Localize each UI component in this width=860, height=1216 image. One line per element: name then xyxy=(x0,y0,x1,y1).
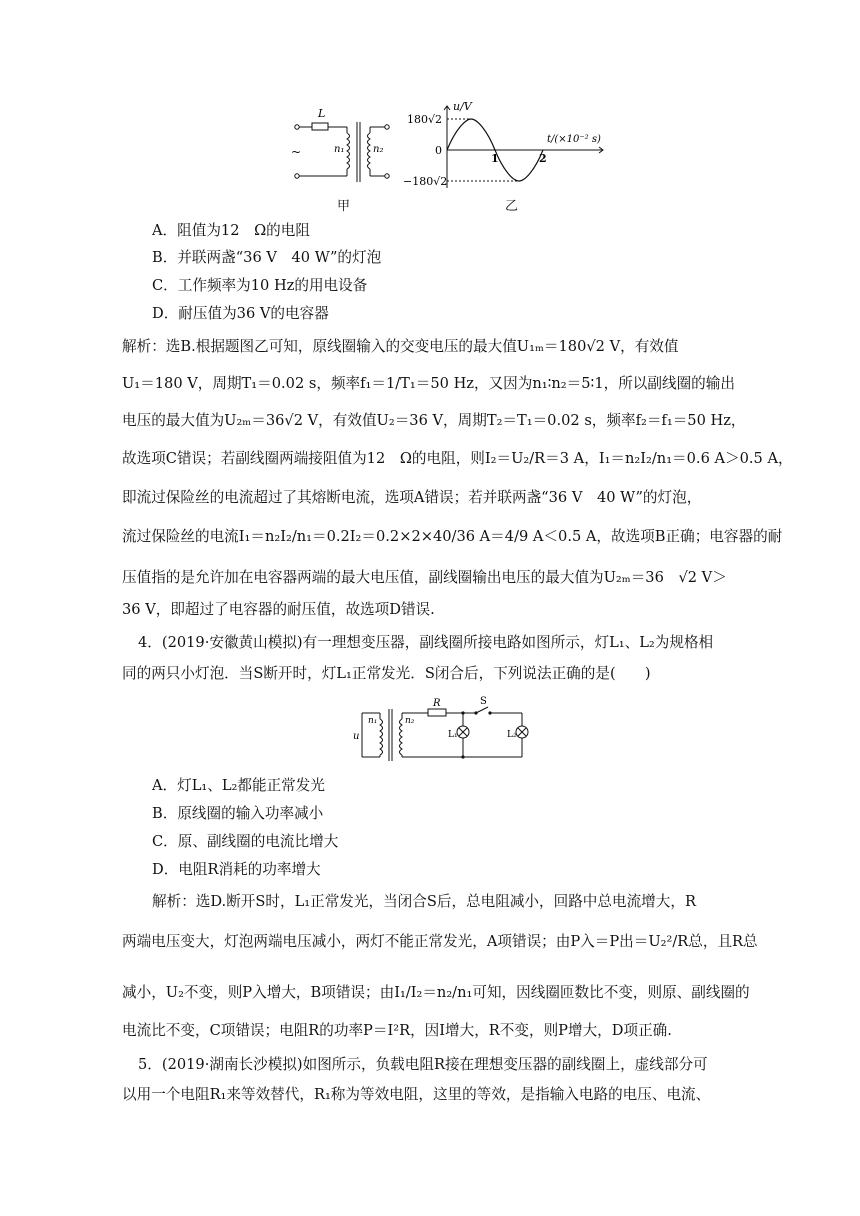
q4-option-b: B．原线圈的输入功率减小 xyxy=(152,805,324,822)
q3-analysis-line: 电压的最大值为U₂ₘ＝36√2 V，有效值U₂＝36 V，周期T₂＝T₁＝0.02 s，频率f₂＝f₁＝50 Hz， xyxy=(122,412,746,429)
figure-transformer-and-graph xyxy=(285,100,615,215)
label-ac-source: ~ xyxy=(291,145,302,159)
graph-t2: 2 xyxy=(539,152,547,165)
label-n1: n₁ xyxy=(334,144,345,155)
q4-analysis-line: 减小，U₂不变，则P入增大，B项错误；由I₁/I₂＝n₂/n₁可知，因线圈匝数比不变，则原、副线圈的 xyxy=(122,984,750,1001)
label-n1: n₁ xyxy=(368,716,378,726)
q4-stem-line: 同的两只小灯泡．当S断开时，灯L₁正常发光．S闭合后，下列说法正确的是( ) xyxy=(122,665,651,682)
graph-zero: 0 xyxy=(435,144,442,157)
q5-stem-line: 5．(2019·湖南长沙模拟)如图所示，负载电阻R接在理想变压器的副线圈上，虚线部分可 xyxy=(138,1056,708,1073)
graph-xlabel: t/(×10⁻² s) xyxy=(547,134,601,145)
sine-graph xyxy=(444,106,603,188)
graph-ymin: −180√2 xyxy=(403,175,448,188)
label-L: L xyxy=(318,107,326,120)
q3-analysis-line: U₁＝180 V，周期T₁＝0.02 s，频率f₁＝1/T₁＝50 Hz，又因为n₁∶n₂＝5∶1，所以副线圈的输出 xyxy=(122,375,735,392)
label-u: u xyxy=(353,731,360,742)
caption-yi: 乙 xyxy=(505,199,519,214)
q3-option-a: A．阻值为12 Ω的电阻 xyxy=(152,222,310,239)
q3-option-b: B．并联两盏“36 V 40 W”的灯泡 xyxy=(152,249,382,266)
q3-analysis-line: 压值指的是允许加在电容器两端的最大电压值，副线圈输出电压的最大值为U₂ₘ＝36 √2 V＞ xyxy=(122,569,727,586)
label-S: S xyxy=(480,696,487,707)
q3-analysis-line: 36 V，即超过了电容器的耐压值，故选项D错误. xyxy=(122,601,435,618)
q3-analysis-line: 解析：选B.根据题图乙可知，原线圈输入的交变电压的最大值U₁ₘ＝180√2 V，有效值 xyxy=(122,338,679,355)
graph-t1: 1 xyxy=(491,152,499,165)
label-n2: n₂ xyxy=(405,716,415,726)
q4-option-a: A．灯L₁、L₂都能正常发光 xyxy=(152,777,325,794)
q4-analysis-line: 电流比不变，C项错误；电阻R的功率P＝I²R，因I增大，R不变，则P增大，D项正确. xyxy=(122,1022,672,1039)
q3-option-d: D．耐压值为36 V的电容器 xyxy=(152,305,329,322)
q4-option-d: D．电阻R消耗的功率增大 xyxy=(152,861,321,878)
q4-option-c: C．原、副线圈的电流比增大 xyxy=(152,833,339,850)
q3-analysis-line: 故选项C错误；若副线圈两端接阻值为12 Ω的电阻，则I₂＝U₂/R＝3 A，I₁＝n₂I₂/n₁＝0.6 A＞0.5 A， xyxy=(122,450,793,467)
q3-analysis-line: 流过保险丝的电流I₁＝n₂I₂/n₁＝0.2I₂＝0.2×2×40/36 A＝4/9 A＜0.5 A，故选项B正确；电容器的耐 xyxy=(122,528,783,545)
q5-stem-line: 以用一个电阻R₁来等效替代，R₁称为等效电阻，这里的等效，是指输入电路的电压、电流、 xyxy=(122,1086,711,1103)
label-R: R xyxy=(433,698,441,709)
q4-analysis-line: 解析：选D.断开S时，L₁正常发光，当闭合S后，总电阻减小，回路中总电流增大，R xyxy=(152,893,696,910)
q4-analysis-line: 两端电压变大，灯泡两端电压减小，两灯不能正常发光，A项错误；由P入＝P出＝U₂²/R总，且R总 xyxy=(122,933,758,950)
label-n2: n₂ xyxy=(373,144,384,155)
q3-analysis-line: 即流过保险丝的电流超过了其熔断电流，选项A错误；若并联两盏“36 V 40 W”的灯泡， xyxy=(122,489,702,506)
figure-circuit-lamps xyxy=(350,695,540,775)
graph-ymax: 180√2 xyxy=(407,113,443,126)
q4-stem-line: 4．(2019·安徽黄山模拟)有一理想变压器，副线圈所接电路如图所示，灯L₁、L₂为规格相 xyxy=(138,634,714,651)
caption-jia: 甲 xyxy=(337,199,351,214)
label-L2: L₂ xyxy=(507,730,517,740)
graph-ylabel: u/V xyxy=(453,100,472,113)
label-L1: L₁ xyxy=(448,730,458,740)
q3-option-c: C．工作频率为10 Hz的用电设备 xyxy=(152,277,368,294)
